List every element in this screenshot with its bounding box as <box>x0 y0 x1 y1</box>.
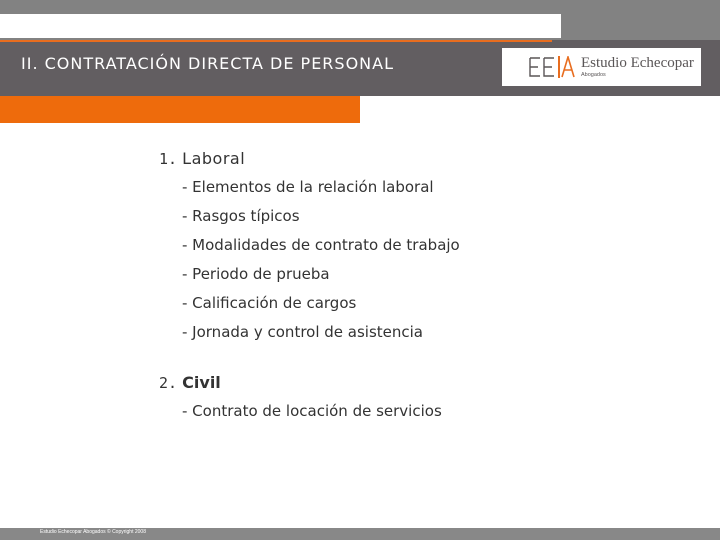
top-white-strip <box>0 14 561 38</box>
slide-title: II. CONTRATACIÓN DIRECTA DE PERSONAL <box>21 54 394 73</box>
logo-name: Estudio Echecopar <box>581 55 694 71</box>
list-item: - Contrato de locación de servicios <box>182 402 442 420</box>
section-title: Laboral <box>182 149 246 168</box>
section-heading-laboral <box>159 148 699 176</box>
spacer <box>159 350 699 372</box>
list-item: - Rasgos típicos <box>182 207 300 225</box>
section-title: Civil <box>182 373 221 392</box>
footer-copyright: Estudio Echecopar Abogados © Copyright 2008 <box>40 529 146 535</box>
content-outline <box>159 148 699 429</box>
list-item: - Calificación de cargos <box>182 294 357 312</box>
logo <box>502 48 701 86</box>
list-item: - Jornada y control de asistencia <box>182 323 424 341</box>
logo-mark-icon <box>528 56 576 78</box>
list-item: - Elementos de la relación laboral <box>182 178 434 196</box>
section-heading-civil <box>159 372 699 400</box>
list-item: - Periodo de prueba <box>182 265 330 283</box>
orange-accent-bar <box>0 96 360 123</box>
logo-subtitle: Abogados <box>581 72 606 78</box>
section-number: 2. <box>159 374 178 392</box>
list-item: - Modalidades de contrato de trabajo <box>182 236 460 254</box>
section-number: 1. <box>159 150 178 168</box>
header-accent-line <box>0 40 552 42</box>
